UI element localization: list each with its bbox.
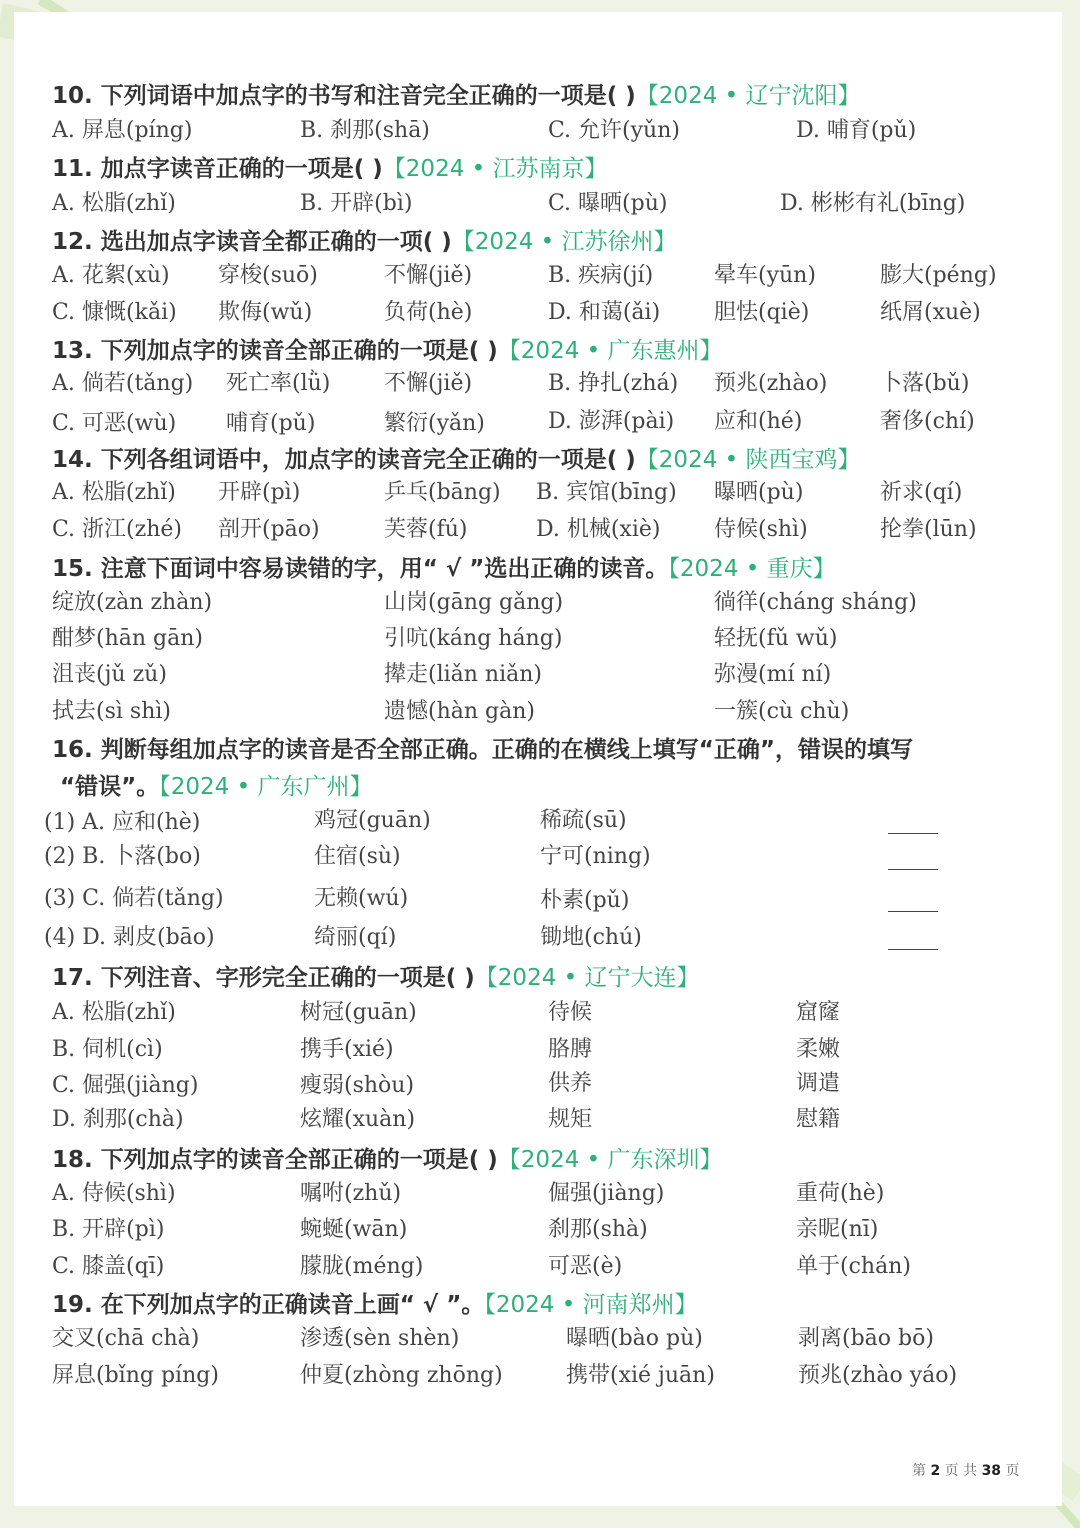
- q13-r1-c6: 卜落(bǔ): [880, 371, 970, 396]
- q17-r4-c4: 慰籍: [796, 1107, 841, 1132]
- q16-answer-blank-2[interactable]: [888, 869, 938, 870]
- q14-r1-c3: 乒乓(bāng): [384, 480, 501, 505]
- q15-r1-c3: 徜徉(cháng sháng): [714, 590, 917, 615]
- q16-r1-c3: 稀疏(sū): [540, 808, 627, 833]
- q16-r2-c1: (2) B. 卜落(bo): [44, 844, 201, 869]
- q18-r1-c4: 重荷(hè): [796, 1181, 885, 1206]
- q15-r3-c1: 沮丧(jǔ zǔ): [52, 662, 167, 687]
- total-page-count: 38: [981, 1463, 1002, 1479]
- q17-r2-c4: 柔嫩: [796, 1037, 841, 1062]
- q16-answer-blank-3[interactable]: [888, 911, 938, 912]
- q16-r3-c1: (3) C. 倘若(tǎng): [44, 886, 224, 911]
- question-15-stem: 15. 注意下面词中容易读错的字，用“ √ ”选出正确的读音。【2024 • 重庆】: [52, 556, 836, 582]
- q19-r1-c1: 交叉(chā chà): [52, 1326, 200, 1351]
- q15-r3-c3: 弥漫(mí ní): [714, 662, 832, 687]
- q15-r4-c3: 一簇(cù chù): [714, 699, 850, 724]
- question-18-stem: 18. 下列加点字的读音全部正确的一项是( )【2024 • 广东深圳】: [52, 1147, 723, 1173]
- q18-r3-c3: 可恶(è): [548, 1254, 623, 1279]
- question-14-stem: 14. 下列各组词语中，加点字的读音完全正确的一项是( )【2024 • 陕西宝鸡】: [52, 447, 861, 473]
- q12-r1-c1: A. 花絮(xù): [52, 263, 170, 288]
- current-page-number: 2: [930, 1463, 941, 1479]
- q14-r1-c4: B. 宾馆(bīng): [536, 480, 677, 505]
- q14-r2-c4: D. 机械(xiè): [536, 517, 661, 542]
- q19-r2-c3: 携带(xié juān): [566, 1363, 715, 1388]
- q15-r4-c2: 遗憾(hàn gàn): [384, 699, 535, 724]
- q13-r2-c5: 应和(hé): [714, 409, 803, 434]
- q16-r3-c3: 朴素(pǔ): [540, 888, 630, 913]
- q16-r1-c2: 鸡冠(guān): [314, 808, 431, 833]
- q14-r2-c3: 芙蓉(fú): [384, 517, 468, 542]
- q15-r3-c2: 撵走(liǎn niǎn): [384, 662, 543, 687]
- q11-option-c: C. 曝晒(pù): [548, 191, 668, 216]
- q17-r4-c2: 炫耀(xuàn): [300, 1107, 416, 1132]
- question-11-stem: 11. 加点字读音正确的一项是( )【2024 • 江苏南京】: [52, 156, 608, 182]
- q18-r2-c3: 刹那(shà): [548, 1217, 648, 1242]
- q18-r1-c2: 嘱咐(zhǔ): [300, 1181, 402, 1206]
- q15-r1-c2: 山岗(gāng gǎng): [384, 590, 564, 615]
- question-17-stem: 17. 下列注音、字形完全正确的一项是( )【2024 • 辽宁大连】: [52, 965, 700, 991]
- q12-r2-c1: C. 慷慨(kǎi): [52, 300, 177, 325]
- q10-option-b: B. 刹那(shā): [300, 118, 430, 143]
- page-number-footer: [912, 1460, 1020, 1480]
- question-13-source: 【2024 • 广东惠州】: [497, 338, 723, 364]
- q10-option-c: C. 允许(yǔn): [548, 118, 680, 143]
- q16-r4-c2: 绮丽(qí): [314, 925, 397, 950]
- q10-option-a: A. 屏息(píng): [52, 118, 193, 143]
- q17-r1-c3: 待候: [548, 1000, 593, 1025]
- q12-r1-c5: 晕车(yūn): [714, 263, 816, 288]
- q13-r1-c5: 预兆(zhào): [714, 371, 828, 396]
- q16-r4-c1: (4) D. 剥皮(bāo): [44, 925, 215, 950]
- q16-r4-c3: 锄地(chú): [540, 925, 642, 950]
- q12-r2-c5: 胆怯(qiè): [714, 300, 810, 325]
- question-13-stem: 13. 下列加点字的读音全部正确的一项是( )【2024 • 广东惠州】: [52, 338, 723, 364]
- q15-r2-c1: 酣梦(hān gān): [52, 626, 203, 651]
- q17-r3-c4: 调遣: [796, 1071, 841, 1096]
- question-18-source: 【2024 • 广东深圳】: [497, 1147, 723, 1173]
- q12-r2-c4: D. 和蔼(ǎi): [548, 300, 661, 325]
- q16-r1-c1: (1) A. 应和(hè): [44, 810, 201, 835]
- q15-r2-c3: 轻抚(fǔ wǔ): [714, 626, 838, 651]
- question-14-source: 【2024 • 陕西宝鸡】: [635, 447, 861, 473]
- q17-r1-c4: 窟窿: [796, 1000, 841, 1025]
- q19-r2-c4: 预兆(zhào yáo): [798, 1363, 958, 1388]
- footer-suffix: 页: [1005, 1463, 1020, 1479]
- q18-r3-c1: C. 膝盖(qī): [52, 1254, 165, 1279]
- question-19-stem: 19. 在下列加点字的正确读音上画“ √ ”。【2024 • 河南郑州】: [52, 1292, 698, 1318]
- q13-r2-c3: 繁衍(yǎn): [384, 411, 485, 436]
- q13-r2-c1: C. 可恶(wù): [52, 411, 177, 436]
- q18-r2-c1: B. 开辟(pì): [52, 1217, 165, 1242]
- q14-r1-c1: A. 松脂(zhǐ): [52, 480, 176, 505]
- q19-r1-c3: 曝晒(bào pù): [566, 1326, 703, 1351]
- q12-r1-c4: B. 疾病(jí): [548, 263, 654, 288]
- q13-r1-c3: 不懈(jiě): [384, 371, 473, 396]
- question-16-stem-line1: 16. 判断每组加点字的读音是否全部正确。正确的在横线上填写“正确”，错误的填写: [52, 737, 913, 763]
- q17-r1-c2: 树冠(guān): [300, 1000, 417, 1025]
- q19-r2-c1: 屏息(bǐng píng): [52, 1363, 219, 1388]
- q18-r1-c1: A. 侍候(shì): [52, 1181, 176, 1206]
- q13-r1-c4: B. 挣扎(zhá): [548, 371, 679, 396]
- q11-option-d: D. 彬彬有礼(bīng): [780, 191, 966, 216]
- q16-answer-blank-1[interactable]: [888, 833, 938, 834]
- q17-r3-c2: 瘦弱(shòu): [300, 1073, 415, 1098]
- footer-prefix: 第: [912, 1463, 926, 1479]
- q15-r4-c1: 拭去(sì shì): [52, 699, 171, 724]
- footer-mid: 页 共: [944, 1463, 978, 1479]
- question-19-source: 【2024 • 河南郑州】: [484, 1292, 698, 1318]
- q12-r1-c3: 不懈(jiě): [384, 263, 473, 288]
- q12-r1-c2: 穿梭(suō): [218, 263, 318, 288]
- question-10-source: 【2024 • 辽宁沈阳】: [635, 83, 861, 109]
- q18-r2-c4: 亲昵(nī): [796, 1217, 879, 1242]
- q12-r2-c2: 欺侮(wǔ): [218, 300, 313, 325]
- q11-option-b: B. 开辟(bì): [300, 191, 413, 216]
- q12-r2-c3: 负荷(hè): [384, 300, 473, 325]
- q17-r2-c1: B. 伺机(cì): [52, 1037, 163, 1062]
- question-12-source: 【2024 • 江苏徐州】: [451, 229, 677, 255]
- q12-r1-c6: 膨大(péng): [880, 263, 997, 288]
- q16-r2-c3: 宁可(ning): [540, 844, 651, 869]
- question-10-stem: 10. 下列词语中加点字的书写和注音完全正确的一项是( )【2024 • 辽宁沈阳】: [52, 83, 861, 109]
- q10-option-d: D. 哺育(pǔ): [796, 118, 917, 143]
- q19-r1-c2: 渗透(sèn shèn): [300, 1326, 460, 1351]
- question-16-stem-line2: “错误”。【2024 • 广东广州】: [60, 774, 373, 800]
- q11-option-a: A. 松脂(zhǐ): [52, 191, 176, 216]
- q14-r1-c6: 祈求(qí): [880, 480, 963, 505]
- question-15-source: 【2024 • 重庆】: [668, 556, 836, 582]
- q17-r3-c3: 供养: [548, 1071, 593, 1096]
- q13-r2-c4: D. 澎湃(pài): [548, 409, 675, 434]
- q14-r2-c1: C. 浙江(zhé): [52, 517, 182, 542]
- question-12-stem: 12. 选出加点字读音全都正确的一项( )【2024 • 江苏徐州】: [52, 229, 677, 255]
- q14-r2-c5: 侍候(shì): [714, 517, 808, 542]
- q18-r2-c2: 蜿蜒(wān): [300, 1217, 408, 1242]
- q19-r2-c2: 仲夏(zhòng zhōng): [300, 1363, 503, 1388]
- q16-r2-c2: 住宿(sù): [314, 844, 401, 869]
- q16-answer-blank-4[interactable]: [888, 949, 938, 950]
- q18-r3-c2: 朦胧(méng): [300, 1254, 424, 1279]
- q14-r2-c2: 剖开(pāo): [218, 517, 320, 542]
- q13-r1-c2: 死亡率(lǜ): [226, 371, 331, 396]
- q16-r3-c2: 无赖(wú): [314, 886, 409, 911]
- q14-r1-c2: 开辟(pì): [218, 480, 301, 505]
- q12-r2-c6: 纸屑(xuè): [880, 300, 981, 325]
- question-17-source: 【2024 • 辽宁大连】: [474, 965, 700, 991]
- q15-r2-c2: 引吭(káng háng): [384, 626, 563, 651]
- q13-r1-c1: A. 倘若(tǎng): [52, 371, 194, 396]
- q14-r2-c6: 抡拳(lūn): [880, 517, 977, 542]
- q15-r1-c1: 绽放(zàn zhàn): [52, 590, 213, 615]
- q17-r2-c2: 携手(xié): [300, 1037, 394, 1062]
- q14-r1-c5: 曝晒(pù): [714, 480, 804, 505]
- question-16-source: 【2024 • 广东广州】: [159, 774, 373, 800]
- worksheet-page: [14, 12, 1062, 1506]
- question-11-source: 【2024 • 江苏南京】: [382, 156, 608, 182]
- q17-r3-c1: C. 倔强(jiàng): [52, 1073, 199, 1098]
- q17-r4-c3: 规矩: [548, 1107, 593, 1132]
- q13-r2-c2: 哺育(pǔ): [226, 411, 316, 436]
- q17-r2-c3: 胳膊: [548, 1037, 593, 1062]
- q18-r1-c3: 倔强(jiàng): [548, 1181, 665, 1206]
- q13-r2-c6: 奢侈(chí): [880, 409, 975, 434]
- q17-r1-c1: A. 松脂(zhǐ): [52, 1000, 176, 1025]
- q19-r1-c4: 剥离(bāo bō): [798, 1326, 934, 1351]
- q17-r4-c1: D. 刹那(chà): [52, 1107, 184, 1132]
- q18-r3-c4: 单于(chán): [796, 1254, 911, 1279]
